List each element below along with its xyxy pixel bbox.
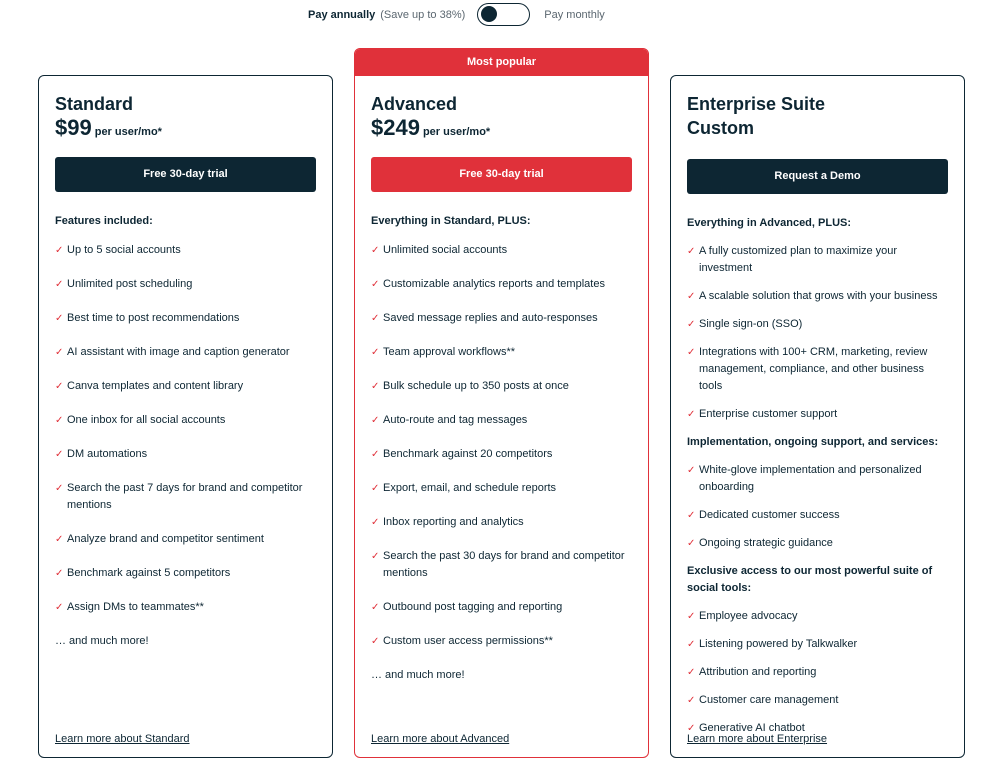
check-icon: ✓	[55, 602, 64, 613]
check-icon: ✓	[371, 245, 380, 256]
check-icon: ✓	[687, 639, 696, 650]
feature-item	[687, 406, 948, 423]
more-text: … and much more!	[55, 635, 149, 647]
feature-item	[687, 316, 948, 333]
feature-text: One inbox for all social accounts	[67, 414, 226, 426]
section-heading: Implementation, ongoing support, and services:	[687, 436, 939, 448]
feature-item	[687, 636, 948, 653]
feature-text: White-glove implementation and personalized onboarding	[699, 464, 922, 493]
feature-text: Team approval workflows**	[383, 346, 516, 358]
check-icon: ✓	[55, 449, 64, 460]
feature-item	[371, 599, 632, 616]
learn-more-standard-link[interactable]: Learn more about Standard	[55, 733, 190, 745]
feature-text: Up to 5 social accounts	[67, 244, 181, 256]
feature-text: AI assistant with image and caption generator	[67, 346, 290, 358]
check-icon: ✓	[371, 636, 380, 647]
features-heading: Everything in Standard, PLUS:	[371, 215, 531, 227]
feature-text: Outbound post tagging and reporting	[383, 601, 563, 613]
check-icon: ✓	[55, 381, 64, 392]
feature-text: DM automations	[67, 448, 148, 460]
check-icon: ✓	[687, 409, 696, 420]
plan-card-advanced	[354, 48, 649, 758]
feature-item	[687, 462, 948, 496]
feature-text: Benchmark against 5 competitors	[67, 567, 231, 579]
feature-item	[55, 446, 316, 463]
save-note: (Save up to 38%)	[380, 8, 466, 21]
feature-item	[371, 276, 632, 293]
feature-item	[371, 412, 632, 429]
feature-item	[371, 548, 632, 582]
feature-text: Attribution and reporting	[699, 666, 817, 678]
check-icon: ✓	[55, 483, 64, 494]
feature-item	[687, 344, 948, 395]
feature-item	[371, 378, 632, 395]
feature-text: A fully customized plan to maximize your investment	[699, 245, 898, 274]
feature-text: Analyze brand and competitor sentiment	[67, 533, 264, 545]
features-heading: Everything in Advanced, PLUS:	[687, 217, 852, 229]
free-trial-button[interactable]: Free 30-day trial	[371, 157, 632, 192]
feature-item	[55, 480, 316, 514]
plan-price: Custom	[687, 118, 754, 138]
check-icon: ✓	[371, 449, 380, 460]
check-icon: ✓	[687, 723, 696, 734]
feature-item	[371, 514, 632, 531]
feature-item	[687, 535, 948, 552]
feature-item	[687, 608, 948, 625]
check-icon: ✓	[371, 551, 380, 562]
feature-text: Inbox reporting and analytics	[383, 516, 524, 528]
feature-item	[371, 480, 632, 497]
feature-item	[371, 344, 632, 361]
feature-text: Enterprise customer support	[699, 408, 838, 420]
feature-text: Unlimited post scheduling	[67, 278, 193, 290]
check-icon: ✓	[55, 415, 64, 426]
feature-item	[371, 633, 632, 650]
feature-item	[687, 243, 948, 277]
toggle-knob	[481, 6, 497, 22]
feature-text: Search the past 30 days for brand and competitor mentions	[383, 550, 625, 579]
feature-text: Assign DMs to teammates**	[67, 601, 204, 613]
feature-item	[687, 664, 948, 681]
check-icon: ✓	[687, 667, 696, 678]
section-heading: Exclusive access to our most powerful suite of social tools:	[687, 565, 933, 594]
plan-card-enterprise	[670, 75, 965, 758]
feature-item	[55, 599, 316, 616]
price-unit: per user/mo*	[422, 126, 491, 138]
more-text: … and much more!	[371, 669, 465, 681]
feature-item	[687, 692, 948, 709]
feature-item	[55, 344, 316, 361]
plan-price: $249	[371, 115, 420, 140]
check-icon: ✓	[371, 313, 380, 324]
feature-text: Integrations with 100+ CRM, marketing, review management, compliance, and other business tools	[699, 346, 928, 392]
check-icon: ✓	[687, 611, 696, 622]
feature-text: Auto-route and tag messages	[383, 414, 528, 426]
feature-text: Custom user access permissions**	[383, 635, 553, 647]
pay-annually-label[interactable]: Pay annually	[308, 8, 376, 21]
check-icon: ✓	[687, 246, 696, 257]
feature-text: Customer care management	[699, 694, 839, 706]
learn-more-enterprise-link[interactable]: Learn more about Enterprise	[687, 733, 828, 745]
feature-item	[55, 378, 316, 395]
check-icon: ✓	[55, 245, 64, 256]
billing-toggle[interactable]	[477, 3, 530, 26]
price-unit: per user/mo*	[94, 126, 162, 138]
check-icon: ✓	[55, 568, 64, 579]
check-icon: ✓	[371, 347, 380, 358]
check-icon: ✓	[55, 279, 64, 290]
feature-text: A scalable solution that grows with your business	[699, 290, 938, 302]
feature-text: Listening powered by Talkwalker	[699, 638, 858, 650]
learn-more-advanced-link[interactable]: Learn more about Advanced	[371, 733, 510, 745]
plan-card-standard	[38, 75, 333, 758]
most-popular-badge: Most popular	[355, 49, 648, 76]
feature-text: Search the past 7 days for brand and competitor mentions	[67, 482, 303, 511]
feature-text: Saved message replies and auto-responses	[383, 312, 598, 324]
check-icon: ✓	[687, 347, 696, 358]
plan-title: Enterprise Suite	[687, 94, 826, 114]
check-icon: ✓	[371, 381, 380, 392]
feature-text: Ongoing strategic guidance	[699, 537, 833, 549]
feature-text: Canva templates and content library	[67, 380, 244, 392]
feature-text: Unlimited social accounts	[383, 244, 508, 256]
plan-title: Advanced	[371, 94, 458, 114]
feature-item	[55, 310, 316, 327]
feature-text: Bulk schedule up to 350 posts at once	[383, 380, 569, 392]
feature-item	[55, 242, 316, 259]
feature-item	[55, 531, 316, 548]
feature-text: Best time to post recommendations	[67, 312, 240, 324]
feature-item	[687, 288, 948, 305]
feature-text: Export, email, and schedule reports	[383, 482, 557, 494]
feature-item	[55, 276, 316, 293]
feature-text: Single sign-on (SSO)	[699, 318, 803, 330]
check-icon: ✓	[687, 695, 696, 706]
plan-price: $99	[55, 115, 92, 140]
check-icon: ✓	[687, 319, 696, 330]
billing-toggle-row	[308, 3, 605, 26]
check-icon: ✓	[371, 602, 380, 613]
check-icon: ✓	[687, 291, 696, 302]
check-icon: ✓	[371, 415, 380, 426]
feature-item	[371, 310, 632, 327]
check-icon: ✓	[55, 534, 64, 545]
feature-text: Employee advocacy	[699, 610, 798, 622]
free-trial-button[interactable]: Free 30-day trial	[55, 157, 316, 192]
feature-text: Customizable analytics reports and templates	[383, 278, 605, 290]
feature-text: Generative AI chatbot	[699, 722, 805, 734]
request-demo-button[interactable]: Request a Demo	[687, 159, 948, 194]
check-icon: ✓	[371, 483, 380, 494]
feature-text: Dedicated customer success	[699, 509, 840, 521]
feature-item	[687, 507, 948, 524]
plan-title: Standard	[55, 94, 134, 114]
feature-item	[371, 242, 632, 259]
check-icon: ✓	[55, 313, 64, 324]
pay-monthly-label[interactable]: Pay monthly	[544, 8, 605, 21]
check-icon: ✓	[371, 279, 380, 290]
feature-text: Benchmark against 20 competitors	[383, 448, 553, 460]
check-icon: ✓	[687, 538, 696, 549]
check-icon: ✓	[687, 510, 696, 521]
feature-item	[55, 565, 316, 582]
check-icon: ✓	[687, 465, 696, 476]
features-heading: Features included:	[55, 215, 153, 227]
feature-item	[371, 446, 632, 463]
check-icon: ✓	[55, 347, 64, 358]
feature-item	[55, 412, 316, 429]
check-icon: ✓	[371, 517, 380, 528]
